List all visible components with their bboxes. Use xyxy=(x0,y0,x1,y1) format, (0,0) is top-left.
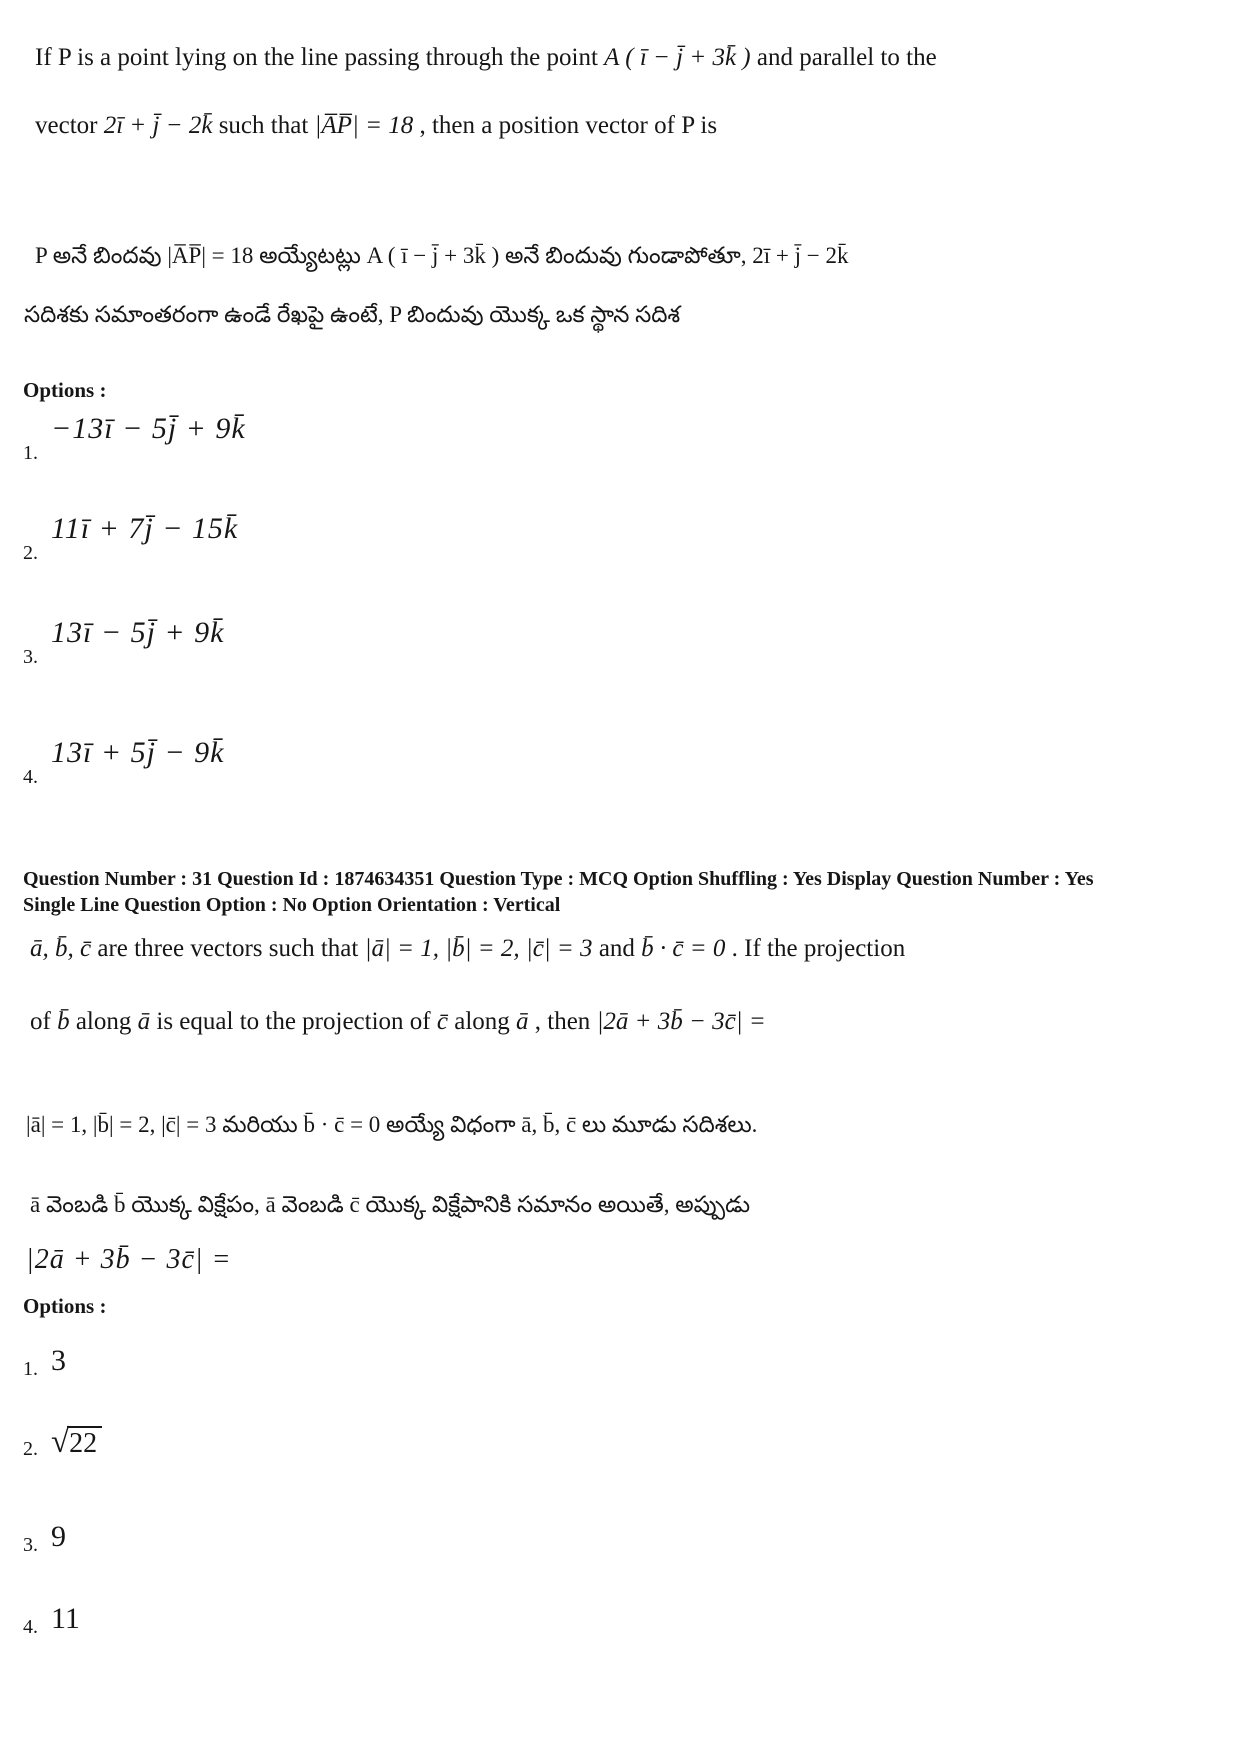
option-number: 4. xyxy=(23,1616,38,1638)
math-expression: b̄ xyxy=(57,1008,70,1035)
question-text: such that xyxy=(212,112,315,139)
question-30-english-line1 xyxy=(35,44,937,72)
question-31-option-4 xyxy=(23,1602,80,1639)
question-metadata-line2: Single Line Question Option : No Option Orientation : Vertical xyxy=(23,894,561,916)
question-text: along xyxy=(447,1008,517,1035)
question-30-option-3 xyxy=(23,616,224,669)
option-value: 3 xyxy=(51,1344,66,1377)
question-31-english-line2 xyxy=(30,1008,766,1036)
math-expression: 2ī + j̄ − 2k̄ xyxy=(103,112,213,139)
question-30-option-2 xyxy=(23,512,238,565)
question-30-options-heading: Options : xyxy=(23,378,107,402)
option-value: 11 xyxy=(51,1602,80,1635)
option-value: 9 xyxy=(51,1520,66,1553)
question-text: are three vectors such that xyxy=(91,935,365,962)
math-expression: c̄ xyxy=(436,1008,448,1035)
option-number: 1. xyxy=(23,442,38,464)
option-value xyxy=(51,1424,102,1461)
option-number: 4. xyxy=(23,766,38,788)
question-31-option-1 xyxy=(23,1344,66,1381)
question-30-telugu-line2: సదిశకు సమాంతరంగా ఉండే రేఖపై ఉంటే, P బిందువు యొక్క ఒక స్థాన సదిశ xyxy=(24,302,681,327)
question-31-option-3 xyxy=(23,1520,66,1557)
question-31-english-line1 xyxy=(30,935,905,963)
question-30-telugu-line1: P అనే బిందవు |A̅P̅| = 18 అయ్యేటట్లు A ( ī − j̄ + 3k̄ ) అనే బిందువు గుండాపోతూ, 2ī + j̄ − 2k̄ xyxy=(35,243,849,268)
question-31-telugu-line2: ā వెంబడి b̄ యొక్క విక్షేపం, ā వెంబడి c̄ యొక్క విక్షేపానికి సమానం అయితే, అప్పుడు xyxy=(30,1192,751,1217)
option-number: 2. xyxy=(23,542,38,564)
question-31-option-2 xyxy=(23,1424,102,1461)
math-expression: ā xyxy=(516,1008,529,1035)
math-expression: ā xyxy=(137,1008,151,1035)
option-number: 3. xyxy=(23,646,38,668)
option-number: 1. xyxy=(23,1358,38,1380)
math-expression: A ( ī − j̄ + 3k̄ ) xyxy=(604,44,751,71)
question-30-english-line2 xyxy=(35,112,717,140)
math-expression: ā, b̄, c̄ xyxy=(30,935,92,962)
question-text: If P is a point lying on the line passing through the point xyxy=(35,44,605,71)
question-text: . If the projection xyxy=(725,935,906,962)
option-formula: 13ī + 5j̄ − 9k̄ xyxy=(51,736,225,769)
question-text: vector xyxy=(35,112,104,139)
question-text: and xyxy=(592,935,642,962)
math-expression: |ā| = 1, |b̄| = 2, |c̄| = 3 xyxy=(364,935,593,962)
question-text: , then xyxy=(528,1008,597,1035)
question-text: , then a position vector of P is xyxy=(413,112,718,139)
question-31-options-heading: Options : xyxy=(23,1294,107,1318)
question-30-option-1 xyxy=(23,412,246,465)
option-formula: 11ī + 7j̄ − 15k̄ xyxy=(51,512,239,545)
question-30-option-4 xyxy=(23,736,224,789)
question-metadata xyxy=(23,866,1093,918)
question-text: is equal to the projection of xyxy=(150,1008,437,1035)
option-number: 3. xyxy=(23,1534,38,1556)
question-text: and parallel to the xyxy=(750,44,937,71)
question-text: of xyxy=(30,1008,58,1035)
question-metadata-line1: Question Number : 31 Question Id : 1874634351 Question Type : MCQ Option Shuffling : Yes Display Question Number : Yes xyxy=(23,868,1094,890)
option-formula: −13ī − 5j̄ + 9k̄ xyxy=(51,412,246,445)
math-expression: b̄ · c̄ = 0 xyxy=(641,935,726,962)
option-number: 2. xyxy=(23,1438,38,1460)
question-31-telugu-line1: |ā| = 1, |b̄| = 2, |c̄| = 3 మరియు b̄ · c̄ = 0 అయ్యే విధంగా ā, b̄, c̄ లు మూడు సదిశలు. xyxy=(26,1112,758,1137)
question-text: along xyxy=(69,1008,138,1035)
math-expression: |A̅P̅| = 18 xyxy=(314,112,414,139)
question-31-formula: |2ā + 3b̄ − 3c̄| = xyxy=(26,1244,232,1275)
math-expression: |2ā + 3b̄ − 3c̄| = xyxy=(596,1008,766,1035)
sqrt-radicand: 22 xyxy=(67,1426,102,1460)
option-formula: 13ī − 5j̄ + 9k̄ xyxy=(51,616,225,649)
sqrt-symbol: √ xyxy=(51,1424,70,1460)
